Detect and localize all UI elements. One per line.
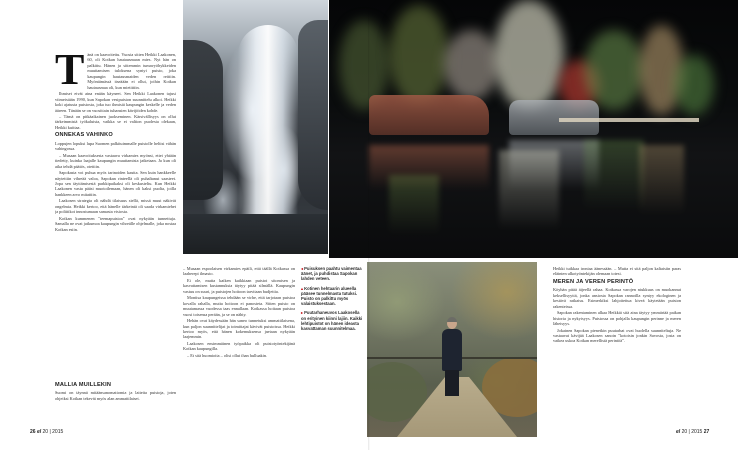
light-glow [494,0,564,110]
article-paragraph: Köyhän pitää äijeellä rahaa. Kotkassa varojen niukkuus on muokannut keksellisyyttä, jonka ansiosta Sapokan rannoilla syntyy ekologinen ja kestävä ratkaisu. Esimerkiksi lahjoitettua kiveä käytetään puiston rakenteissa. [553,287,681,309]
photo-ice-cascade [238,25,298,235]
article-paragraph: Loppujen lopuksi lupa Suomen palkituimmalle puistolle heltisi vähän vahingossa. [55,140,176,152]
left-article-column [55,52,176,278]
article-paragraph: Laakosen ensimmäinen työpaikka oli puistotyöntekijänä Kotkan kaupungilla. [183,340,295,352]
issue-number: 20 | 2015 [681,429,703,435]
photo-captions [301,266,363,335]
photo-rock-right [298,20,328,210]
photo-caption [301,286,363,307]
page-gutter [368,0,370,450]
article-paragraph: änä on kaavoitettu. Vuosia sitten Heikki Laakonen, 60, oli Kotkan hautausmaan mies. Nyt hän on palkittu. Hänen ja sittemmin tumavyöhykkeiden muuttamisen tuloksena syntyi puisto, joka kaupungin hautausmaiden veden reittiin. Myöntämässä itseäään ei ollut, joihin Kotkan hautausmaa oli, kun mietittiin. [87,52,176,90]
caption-text: Puisuksen paahtu vaimentaa äänet, ja puhdistaa Sapokan lahden veteen. [301,266,362,282]
article-paragraph: – Tämä on pitkäaikainen juokseminen. Kärsivällisyys on ollut tärkeimmistä työkaluista, vaikka se ei valtion puolesta olekaan, Heikki kuittaa. [55,113,176,130]
water-reflection [584,140,644,210]
person-jacket [442,329,462,371]
left-article-column-2 [183,266,295,426]
photo-rock-left [183,40,223,200]
article-paragraph: Sapokasta voi puhua myös tarinoiden kautta. Sen kuin hankkeelle näytettiin vihreää valoa, Sapokan rinteellä oli puhaltanut saasteet. Jopa sen täyttämisestä parkkipaikaksi oli keskusteltu. Kun Heikki Laakonen vasta pääsi muotoilemaan, hänen oli kaksi puolta, joilla hankkeen arvo mitattiin. [55,170,176,197]
frozen-waterfall-photo [183,0,328,254]
article-paragraph: Heikki tuikkaa ironiaa äänessään. – Mutta ei sitä paljon kaltaisiin paras eläinten ulkotyöntekijän olemaan totesi. [553,266,681,277]
article-paragraph: Ihmiset eivät aina enään käyneet. Sen Heikki Laakonen tajusi viimeistään 1990, kun Sapokan vesipuiston suunnittelu alkoi. Heikki koki ajatusta puistosta, joka tuo ihmisiä kaupungin keskelle ja veden ääreen. Tänään se on vuosittain tuhansien kävijöiden kohde. [55,91,176,113]
photo-pool [183,214,328,254]
article-paragraph: Montisa kaupungeissa tehdään se virhe, että tarjotaan puistoa kovalla rahalla, mutta hoitoon ei panosteta. Sitten puisto on muutamassa vuodessa taas ennallaan. Kotkassa hoitaan puistoa vuosi toisensa perään, ja se on nähty. [183,295,295,317]
caption-arrow-icon: ▸ [301,310,304,316]
caption-text: Kotinen hehtaarin alueella pääsee tunnelmasta tutuksi. Puisto on palkittu myös valaistuksestaan. [301,285,358,307]
photo-caption [301,266,363,282]
article-paragraph: Sapokan rakentaminen alkaa Heikkiä sitä aina täytyy ymmärtää paikan historia ja nykyisyys. Puistossa on pohjalla kaupungin perinne ja meren läheisyys. [553,310,681,327]
article-paragraph: Hehän ovat käydessään hän saneo tunnetuksi ammattilaisena, kun paljon suunnittelijat ja toimittajat kävivät puistoissa. Heikki kertoo myös, että hänen kokemuksensa jaetaan nykyään laajemmin. [183,318,295,340]
section-heading: MALLIA MUILLEKIN [55,382,112,388]
magazine-logo: el [676,429,681,435]
article-paragraph: Ei ole, mutta kaiken kaikkiaan puistot sitomisen ja kasvattamisen kustannuksia täytyy pitää silmällä. Kaupungin vastuu on suuri, ja puistojen hoitoon tarvitaan budjettia. [183,277,295,294]
water-reflection [389,175,439,235]
article-paragraph: Jokainen Sapokan pienetkin puutarhat ovat huolella suunniteltuja. Ne vastaavat kävijää Laakosen sanoin "kotoisin jonkin Savosta, josta on vaikea uskoa Kotkan merellistä perintöä". [553,327,681,344]
drop-cap: T [55,52,85,94]
issue-number: 20 | 2015 [42,429,64,435]
light-glow [389,5,449,105]
left-article-column-continued [55,380,176,426]
person-legs [445,370,459,396]
section-heading: ONNEKAS VAHINKO [55,132,113,139]
night-park-photo [329,0,738,258]
bridge [559,118,699,122]
right-article-column [553,266,681,426]
section-heading: MEREN JA VEREN PERINTÖ [553,278,634,285]
caption-arrow-icon: ▴ [301,285,304,291]
article-paragraph: – Musaan kaavoituksesta vastaava virkamies myönsi, ettei yhtään tiedetty, kuinka laajalle kaupungin muuttamista jatketaan. Ja kun oli aika tehdä päätös, otettiin. [55,152,176,169]
portrait-photo [367,262,537,437]
caption-arrow-icon: ◂ [301,266,304,271]
page-number: 26 [30,429,36,435]
photo-person [441,318,463,398]
water-reflection [639,145,684,215]
water-reflection [499,150,559,230]
magazine-logo: el [36,429,42,435]
rock-formation [369,95,489,135]
article-paragraph: – Et sitä huomioita – olisi ollut ihan hulluakin. [187,352,268,358]
caption-text: Puutarhaneuvos Laakosella on erityinen kiinni lajiin. Kaikki lehtipuistot on hänen ideasta kasvattaman suunnitelmaa. [301,310,363,332]
light-glow [444,30,499,100]
article-paragraph: Suomi on täynnä mitäänsanomattomia ja laiteita puistoja, joten ohjeiksi Kotkan tekevät myös alan ammattilaiset. [55,390,176,401]
right-page-folio [676,429,709,435]
person-hair [447,317,457,322]
article-paragraph: – Musaan espoolaisen virkamies epäili, että täällä Kotkassa on laaherepi ilmasto. [183,266,295,277]
photo-caption [301,310,363,331]
article-paragraph: Laakosen strategia oli nähdä tilaisuus siellä, missä muut näkivät ongelmia. Heikki kertoo, että hänelle tärkeintä oli saada virkamiehet ja poliitikot innostumaan samasta visiosta. [55,198,176,215]
light-glow [674,55,714,115]
left-page-folio [30,429,63,435]
light-glow [584,30,644,110]
page-number: 27 [703,429,710,435]
article-paragraph: Kotkan kummenen "teemapuistoa" ovat nykyään tunnettuja. Samalla ne ovat jatkumoa kaupungin vihreälle ohjelmalle, joka nostaa Kotkan esiin. [55,215,176,232]
